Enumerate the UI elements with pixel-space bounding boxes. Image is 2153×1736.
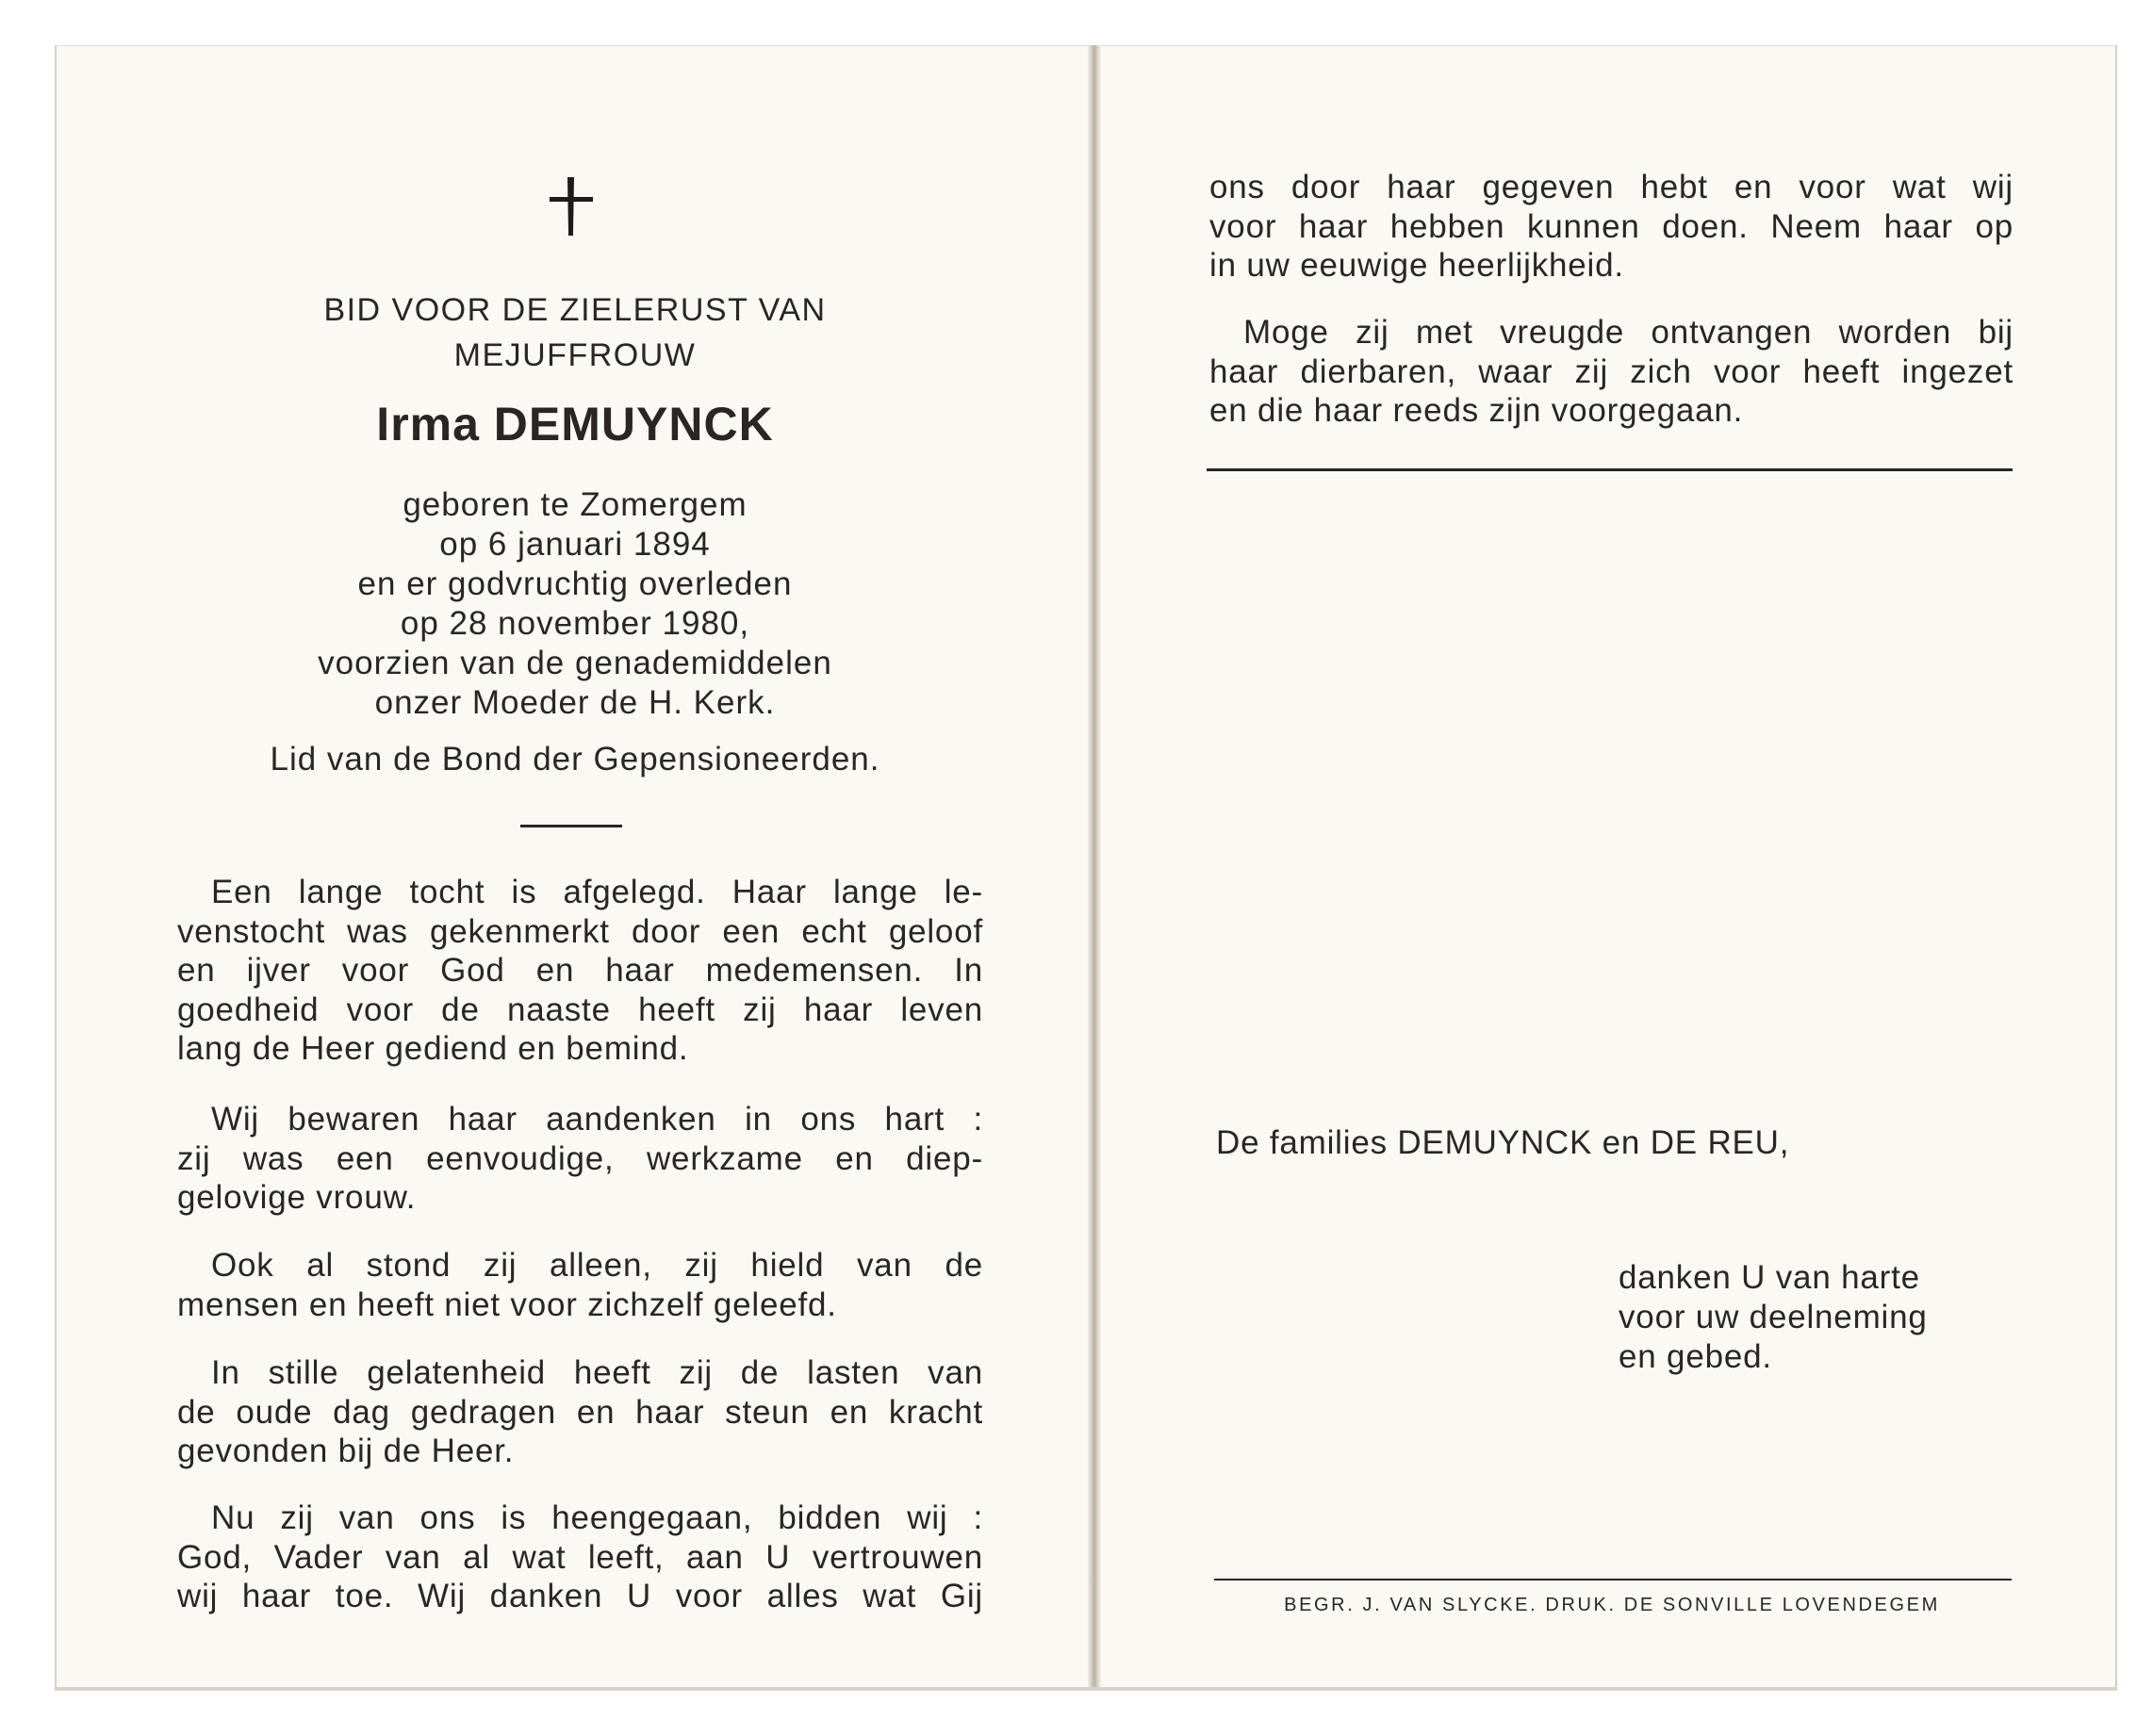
thanks-line: voor uw deelneming <box>1619 1299 1928 1335</box>
paragraph <box>177 1100 983 1218</box>
families-line: De families DEMUYNCK en DE REU, <box>1216 1124 1790 1161</box>
text-line: Moge zij met vreugde ontvangen worden bij <box>1243 314 2013 351</box>
header-line-1: BID VOOR DE ZIELERUST VAN <box>323 292 827 328</box>
membership: Lid van de Bond der Gepensioneerden. <box>270 741 880 778</box>
detail-line: geboren te Zomergem <box>403 486 748 523</box>
text-line: Een lange tocht is afgelegd. Haar lange le- <box>211 874 983 910</box>
text-line: venstocht was gekenmerkt door een echt geloof <box>177 912 983 950</box>
text-line: goedheid voor de naaste heeft zij haar leven <box>177 991 983 1028</box>
text-line: mensen en heeft niet voor zichzelf geleefd. <box>177 1286 837 1323</box>
card-shadow <box>55 1687 2117 1691</box>
paragraph <box>1209 168 2013 286</box>
detail-line: op 6 januari 1894 <box>439 526 711 563</box>
text-line: de oude dag gedragen en haar steun en kracht <box>177 1393 983 1431</box>
divider <box>520 825 622 827</box>
text-line: lang de Heer gediend en bemind. <box>177 1030 689 1067</box>
detail-line: op 28 november 1980, <box>400 605 750 642</box>
text-line: wij haar toe. Wij danken U voor alles wat Gij <box>177 1578 983 1614</box>
text-line: haar dierbaren, waar zij zich voor heeft ingezet <box>1209 352 2013 390</box>
text-line: en ijver voor God en haar medemensen. In <box>177 952 983 989</box>
deceased-name: Irma DEMUYNCK <box>376 398 774 450</box>
text-line: ons door haar gegeven hebt en voor wat wij <box>1209 169 2013 205</box>
header-line-2: MEJUFFROUW <box>453 337 697 373</box>
thanks-line: danken U van harte <box>1619 1259 1920 1296</box>
detail-line: voorzien van de genademiddelen <box>318 645 832 681</box>
text-line: voor haar hebben kunnen doen. Neem haar op <box>1209 207 2013 245</box>
card-fold <box>1088 45 1101 1689</box>
paragraph <box>1209 313 2013 431</box>
paragraph <box>177 873 983 1069</box>
right-page <box>1099 45 2117 1689</box>
text-line: Ook al stond zij alleen, zij hield van de <box>211 1247 983 1284</box>
divider <box>1207 468 2013 471</box>
text-line: Wij bewaren haar aandenken in ons hart : <box>211 1101 983 1138</box>
text-line: zij was een eenvoudige, werkzame en diep- <box>177 1139 983 1177</box>
thanks-block <box>1619 1258 1928 1377</box>
printer-credit: BEGR. J. VAN SLYCKE. DRUK. DE SONVILLE LOVENDEGEM <box>1284 1595 1940 1615</box>
cross-icon <box>547 177 596 241</box>
text-line: God, Vader van al wat leeft, aan U vertrouwen <box>177 1538 983 1576</box>
text-line: In stille gelatenheid heeft zij de lasten van <box>211 1354 983 1391</box>
text-line: in uw eeuwige heerlijkheid. <box>1209 247 1624 284</box>
thanks-line: en gebed. <box>1619 1338 1772 1375</box>
divider <box>1214 1579 2012 1580</box>
paragraph <box>177 1499 983 1616</box>
paragraph <box>177 1246 983 1324</box>
detail-line: en er godvruchtig overleden <box>357 565 793 602</box>
detail-line: onzer Moeder de H. Kerk. <box>374 684 776 721</box>
paragraph <box>177 1353 983 1471</box>
text-line: gevonden bij de Heer. <box>177 1433 515 1469</box>
text-line: Nu zij van ons is heengegaan, bidden wij : <box>211 1499 983 1536</box>
text-line: en die haar reeds zijn voorgegaan. <box>1209 392 1744 429</box>
text-line: gelovige vrouw. <box>177 1179 417 1216</box>
